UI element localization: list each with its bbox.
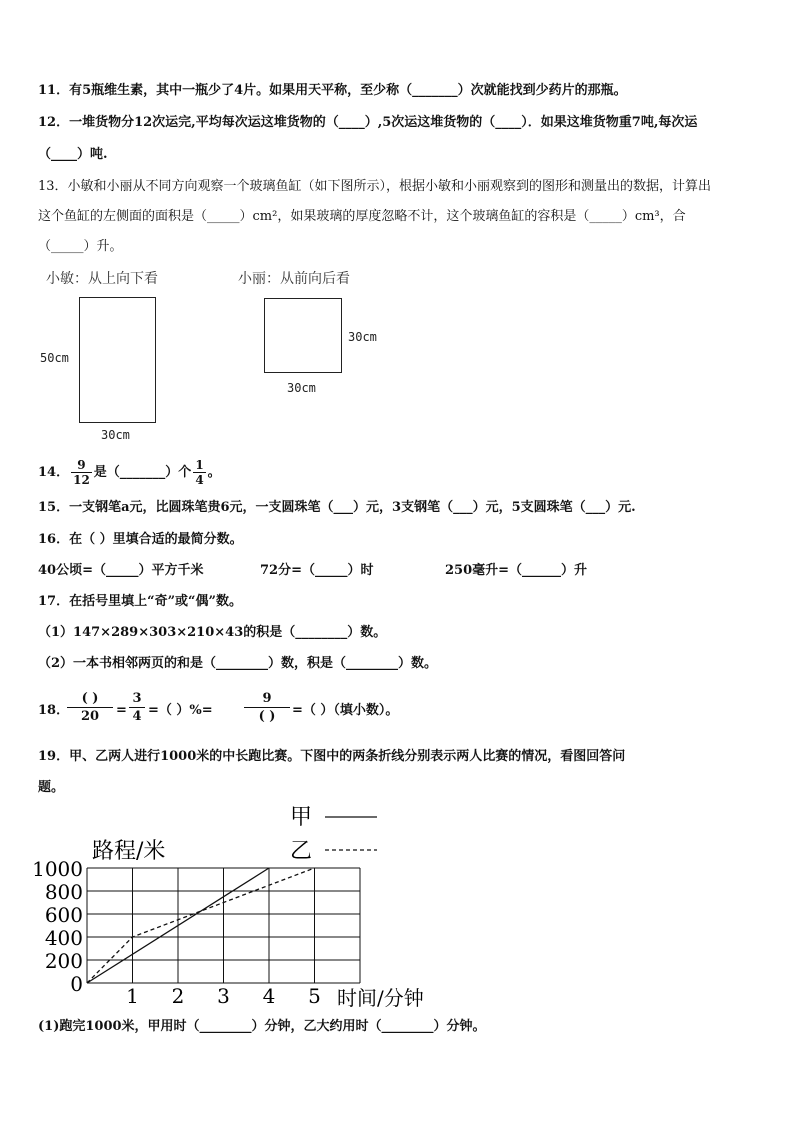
xiaoli-label: 小丽：从前向后看 <box>238 271 350 287</box>
q16-item-minute: 72分=（_____）时 <box>260 563 374 578</box>
q18-percent-part: =（ ）%= <box>148 703 213 718</box>
chart-y-tick-label: 0 <box>70 972 83 996</box>
question-17-title: 17．在括号里填上“奇”或“偶”数。 <box>38 594 243 609</box>
question-17-part2: （2）一本书相邻两页的和是（________）数，积是（________）数。 <box>38 656 438 671</box>
legend-label-yi: 乙 <box>290 839 313 864</box>
question-11: 11．有5瓶维生素，其中一瓶少了4片。如果用天平称，至少称（_______）次就能找到少药片的那瓶。 <box>38 83 627 98</box>
question-13-line3: （_____）升。 <box>38 239 123 254</box>
q16-item-hectare: 40公顷=（_____）平方千米 <box>38 563 204 578</box>
q14-middle: 是（_______）个 <box>93 465 192 480</box>
xiaomin-height-label: 50cm <box>40 351 69 365</box>
xiaoli-bottom-label: 30cm <box>287 381 316 395</box>
xiaoli-front-view-rect <box>264 298 342 373</box>
chart-y-tick-label: 600 <box>44 903 83 927</box>
question-17-part1: （1）147×289×303×210×43的积是（________）数。 <box>38 625 387 640</box>
chart-x-tick-label: 3 <box>217 984 230 1008</box>
question-15: 15．一支钢笔a元，比圆珠笔贵6元，一支圆珠笔（___）元，3支钢笔（___）元，5支圆珠笔（___）元. <box>38 500 636 515</box>
q18-fraction-blank-20: ( ) 20 <box>67 690 113 725</box>
chart-xlabel: 时间/分钟 <box>337 986 424 1010</box>
chart-y-tick-label: 200 <box>44 949 83 973</box>
q14-fraction-1-4: $\frac{1}{4}$ <box>195 458 204 487</box>
question-19-line2: 题。 <box>38 780 65 795</box>
q18-eq1: = <box>116 703 127 718</box>
xiaoli-side-label: 30cm <box>348 330 377 344</box>
race-line-chart <box>0 800 794 1020</box>
question-14 <box>38 455 221 491</box>
q18-fraction-3-4: $\frac{3}{4}$ <box>129 690 145 725</box>
chart-y-tick-label: 1000 <box>32 857 83 881</box>
chart-x-tick-label: 4 <box>262 984 276 1008</box>
question-12-line2: （____）吨. <box>38 147 108 162</box>
chart-series-yi <box>87 868 315 983</box>
chart-y-tick-label: 800 <box>44 880 83 904</box>
chart-y-tick-label: 400 <box>44 926 83 950</box>
question-12-line1: 12．一堆货物分12次运完,平均每次运这堆货物的（____）,5次运这堆货物的（____）．如果这堆货物重7吨,每次运 <box>38 115 698 130</box>
q18-fraction-9-blank: 9 ( ) <box>244 690 290 725</box>
chart-x-tick-label: 5 <box>308 984 321 1008</box>
q14-fraction-9-12: $\frac{9}{12}$ <box>73 458 90 487</box>
question-19-sub1: (1)跑完1000米，甲用时（________）分钟，乙大约用时（________）分钟。 <box>38 1019 486 1034</box>
question-19-line1: 19．甲、乙两人进行1000米的中长跑比赛。下图中的两条折线分别表示两人比赛的情况，看图回答问 <box>38 749 626 764</box>
xiaomin-width-label: 30cm <box>101 428 130 442</box>
legend-label-jia: 甲 <box>290 805 313 830</box>
question-16-title: 16．在（ ）里填合适的最简分数。 <box>38 532 243 547</box>
chart-x-tick-label: 1 <box>126 984 139 1008</box>
xiaomin-top-view-rect <box>79 297 156 423</box>
q16-item-milliliter: 250毫升=（______）升 <box>445 563 588 578</box>
question-13-line2: 这个鱼缸的左侧面的面积是（_____）cm²，如果玻璃的厚度忽略不计，这个玻璃鱼缸的容积是（_____）cm³，合 <box>38 209 686 224</box>
q14-suffix: 。 <box>207 465 221 480</box>
chart-ylabel: 路程/米 <box>92 839 166 864</box>
chart-x-tick-label: 2 <box>171 984 185 1008</box>
xiaomin-label: 小敏：从上向下看 <box>46 271 158 287</box>
q18-prefix: 18． <box>38 703 70 718</box>
q14-prefix: 14． <box>38 465 70 480</box>
q18-decimal-part: =（ ）（填小数）。 <box>292 703 399 718</box>
question-13-line1: 13．小敏和小丽从不同方向观察一个玻璃鱼缸（如下图所示），根据小敏和小丽观察到的图形和测量出的数据，计算出 <box>38 179 712 194</box>
